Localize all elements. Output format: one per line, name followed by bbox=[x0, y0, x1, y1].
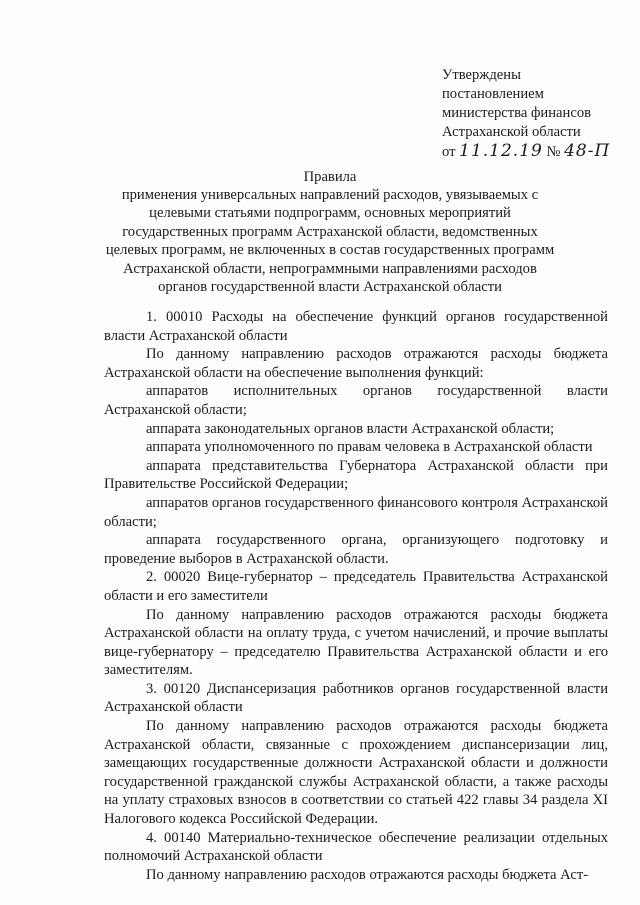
date-prefix: от bbox=[442, 144, 456, 160]
paragraph: По данному направлению расходов отражаются расходы бюджета Астраханской области на обеспечение выполнения функций: bbox=[104, 346, 608, 381]
approval-line-1: Утверждены bbox=[442, 67, 521, 83]
document-title: Правила bbox=[303, 169, 357, 185]
document-body bbox=[104, 308, 608, 884]
paragraph: По данному направлению расходов отражаются расходы бюджета Астраханской области на оплату труда, с учетом начислений, и прочие выплаты вице-губернатору – председателю Правительства Астраханской области и его заместителям. bbox=[104, 606, 608, 679]
handwritten-date: 11.12.19 bbox=[459, 141, 543, 161]
paragraph: 4. 00140 Материально-техническое обеспечение реализации отдельных полномочий Астраханской области bbox=[104, 829, 608, 865]
document-subtitle: применения универсальных направлений расходов, увязываемых с целевыми статьями подпрограмм, основных мероприятий государственных программ Астраханской области, ведомственных целевых программ, не включенных в состав государственных программ Астраханской области, непрограммными направлениями расходов органов государственной власти Астраханской области bbox=[105, 187, 555, 296]
paragraph: По данному направлению расходов отражаются расходы бюджета Астраханской области, связанные с прохождением диспансеризации лиц, замещающих государственные должности Астраханской области и должности государственной гражданской службы Астраханской области, а также расходы на уплату страховых взносов в соответствии со статьей 422 главы 34 раздела XI Налогового кодекса Российской Федерации. bbox=[104, 718, 608, 828]
approval-line-4: Астраханской области bbox=[442, 124, 581, 140]
approval-date-line bbox=[442, 142, 610, 162]
handwritten-number: 48-П bbox=[564, 141, 611, 161]
approval-line-3: министерства финансов bbox=[442, 105, 592, 121]
paragraph: аппарата законодательных органов власти Астраханской области; bbox=[146, 420, 555, 437]
paragraph: аппарата представительства Губернатора Астраханской области при Правительстве Российской Федерации; bbox=[104, 457, 608, 493]
approval-line-2: постановлением bbox=[442, 86, 544, 102]
paragraph: аппаратов органов государственного финансового контроля Астраханской области; bbox=[104, 494, 608, 530]
paragraph: аппаратов исполнительных органов государственной власти Астраханской области; bbox=[104, 383, 608, 418]
paragraph: 2. 00020 Вице-губернатор – председатель Правительства Астраханской области и его заместители bbox=[104, 569, 608, 604]
paragraph: По данному направлению расходов отражаются расходы бюджета Аст- bbox=[146, 866, 589, 883]
approval-stamp bbox=[442, 66, 610, 162]
number-prefix: № bbox=[546, 144, 561, 160]
paragraph: аппарата государственного органа, организующего подготовку и проведение выборов в Астраханской области. bbox=[104, 532, 608, 567]
paragraph: аппарата уполномоченного по правам человека в Астраханской области bbox=[146, 439, 593, 456]
paragraph: 3. 00120 Диспансеризация работников органов государственной власти Астраханской области bbox=[104, 680, 608, 716]
paragraph: 1. 00010 Расходы на обеспечение функций органов государственной власти Астраханской области bbox=[104, 309, 608, 344]
